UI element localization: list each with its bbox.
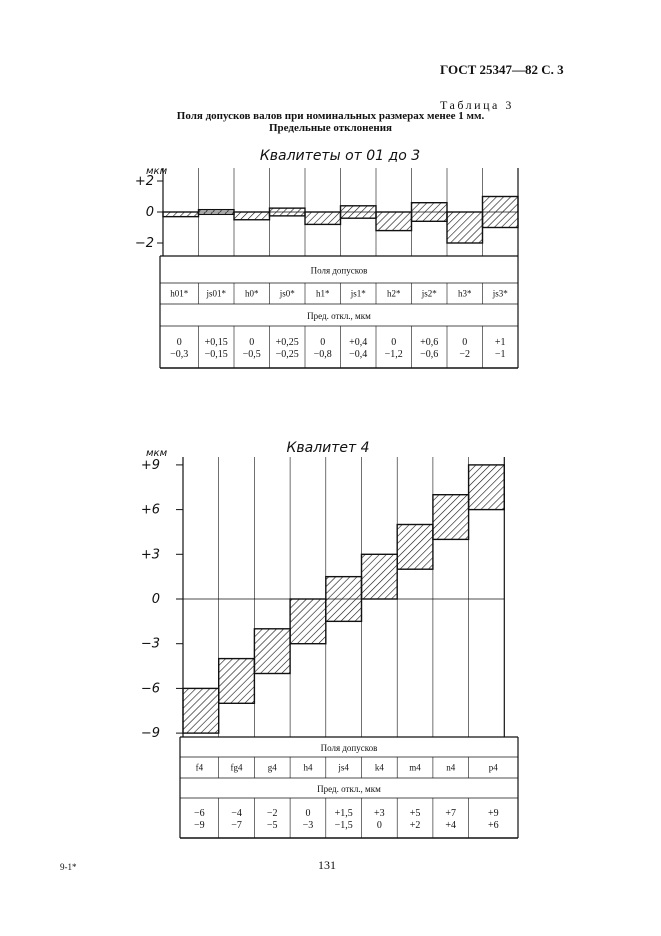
field-name-cell: js4 [338,762,349,773]
field-name-cell: js0* [279,288,295,299]
table-subtitle: Предельные отклонения [268,122,393,134]
upper-deviation-cell: −4 [231,808,242,819]
lower-deviation-cell: −1 [494,349,506,360]
axis-tick-label: −3 [140,636,160,652]
field-name-cell: h01* [170,288,189,299]
axis-tick-label: 0 [145,205,154,220]
upper-deviation-cell: −2 [266,808,278,819]
field-name-cell: h1* [316,288,330,299]
upper-deviation-cell: +0,15 [204,337,228,348]
tolerance-bar [219,659,255,704]
field-name-cell: h2* [387,288,401,299]
field-name-cell: h0* [245,288,259,299]
tolerance-bar [341,206,377,218]
lower-deviation-cell: −0,6 [420,349,439,360]
tolerance-bar [397,525,433,570]
field-name-cell: g4 [267,762,277,773]
table-label: Таблица 3 [440,98,514,112]
field-name-cell: js2* [421,288,437,299]
lower-deviation-cell: −7 [231,820,242,831]
axis-tick-label: +3 [140,547,160,563]
upper-deviation-cell: 0 [249,337,255,348]
field-name-cell: js01* [206,288,227,299]
lower-deviation-cell: +6 [487,820,499,831]
lower-deviation-cell: −5 [266,820,278,831]
lower-deviation-cell: −0,15 [204,349,228,360]
lower-deviation-cell: −0,5 [242,349,261,360]
section-qualities-01-3 [135,148,518,368]
field-name-cell: js1* [350,288,366,299]
section-quality-4 [141,440,518,838]
field-name-cell: js3* [492,288,508,299]
upper-deviation-cell: +0,25 [275,337,299,348]
lower-deviation-cell: −2 [459,349,471,360]
axis-tick-label: 0 [151,592,160,607]
upper-deviation-cell: +3 [374,808,385,819]
field-name-cell: h4 [303,762,313,773]
lower-deviation-cell: −1,2 [384,349,403,360]
upper-deviation-cell: 0 [320,337,326,348]
lower-deviation-cell: −0,4 [349,349,368,360]
upper-deviation-cell: +9 [487,808,499,819]
section-heading: Квалитеты от 01 до 3 [259,148,421,164]
tolerance-bar [469,465,505,510]
tolerance-bar [183,688,219,733]
tolerance-bar [376,212,412,231]
field-name-cell: h3* [458,288,472,299]
upper-deviation-cell: +0,4 [349,337,368,348]
lower-deviation-cell: 0 [376,820,382,831]
lower-deviation-cell: −0,8 [313,349,332,360]
tolerance-bar [290,599,326,644]
tolerance-bar [447,212,483,243]
upper-deviation-cell: 0 [462,337,468,348]
upper-deviation-cell: +0,6 [420,337,439,348]
fields-header: Поля допусков [320,743,378,753]
upper-deviation-cell: −6 [194,808,205,819]
axis-tick-label: +6 [140,502,160,518]
field-name-cell: f4 [195,762,204,773]
unit-label: мкм [146,166,168,177]
field-name-cell: p4 [488,762,498,773]
tolerance-bar [234,212,270,220]
upper-deviation-cell: 0 [176,337,182,348]
deviations-header: Пред. откл., мкм [307,311,371,321]
upper-deviation-cell: +5 [409,808,421,819]
deviations-header: Пред. откл., мкм [317,784,381,794]
lower-deviation-cell: −3 [302,820,314,831]
standard-reference: ГОСТ 25347—82 С. 3 [440,62,564,77]
field-name-cell: k4 [374,762,384,773]
tolerance-bar [483,197,519,228]
lower-deviation-cell: −0,25 [275,349,299,360]
tolerance-bar [270,208,306,216]
axis-tick-label: −6 [140,681,160,697]
lower-deviation-cell: −1,5 [334,820,353,831]
tolerance-bar [433,495,469,540]
axis-tick-label: +9 [140,457,160,473]
tolerance-bar [305,212,341,224]
field-name-cell: n4 [446,762,456,773]
lower-deviation-cell: +4 [445,820,457,831]
field-name-cell: fg4 [230,762,243,773]
lower-deviation-cell: +2 [409,820,421,831]
table-title: Поля допусков валов при номинальных размерах менее 1 мм. [176,110,485,122]
tolerance-bar [412,203,448,222]
tolerance-bar [199,210,235,215]
unit-label: мкм [146,448,168,459]
tolerance-bar [362,554,398,599]
tolerance-bar [254,629,290,674]
page-number: 131 [318,858,336,872]
lower-deviation-cell: −0,3 [170,349,189,360]
axis-tick-label: −2 [134,236,154,251]
upper-deviation-cell: +7 [445,808,457,819]
upper-deviation-cell: +1,5 [334,808,353,819]
tolerance-bar [326,577,362,622]
tolerance-bar [163,212,199,217]
lower-deviation-cell: −9 [194,820,205,831]
axis-tick-label: +2 [134,174,154,189]
upper-deviation-cell: +1 [494,337,506,348]
section-heading: Квалитет 4 [286,440,370,456]
axis-tick-label: −9 [140,726,160,742]
fields-header: Поля допусков [310,265,368,276]
upper-deviation-cell: 0 [391,337,397,348]
footer-mark: 9-1* [60,862,77,872]
upper-deviation-cell: 0 [305,808,311,819]
field-name-cell: m4 [409,762,421,773]
